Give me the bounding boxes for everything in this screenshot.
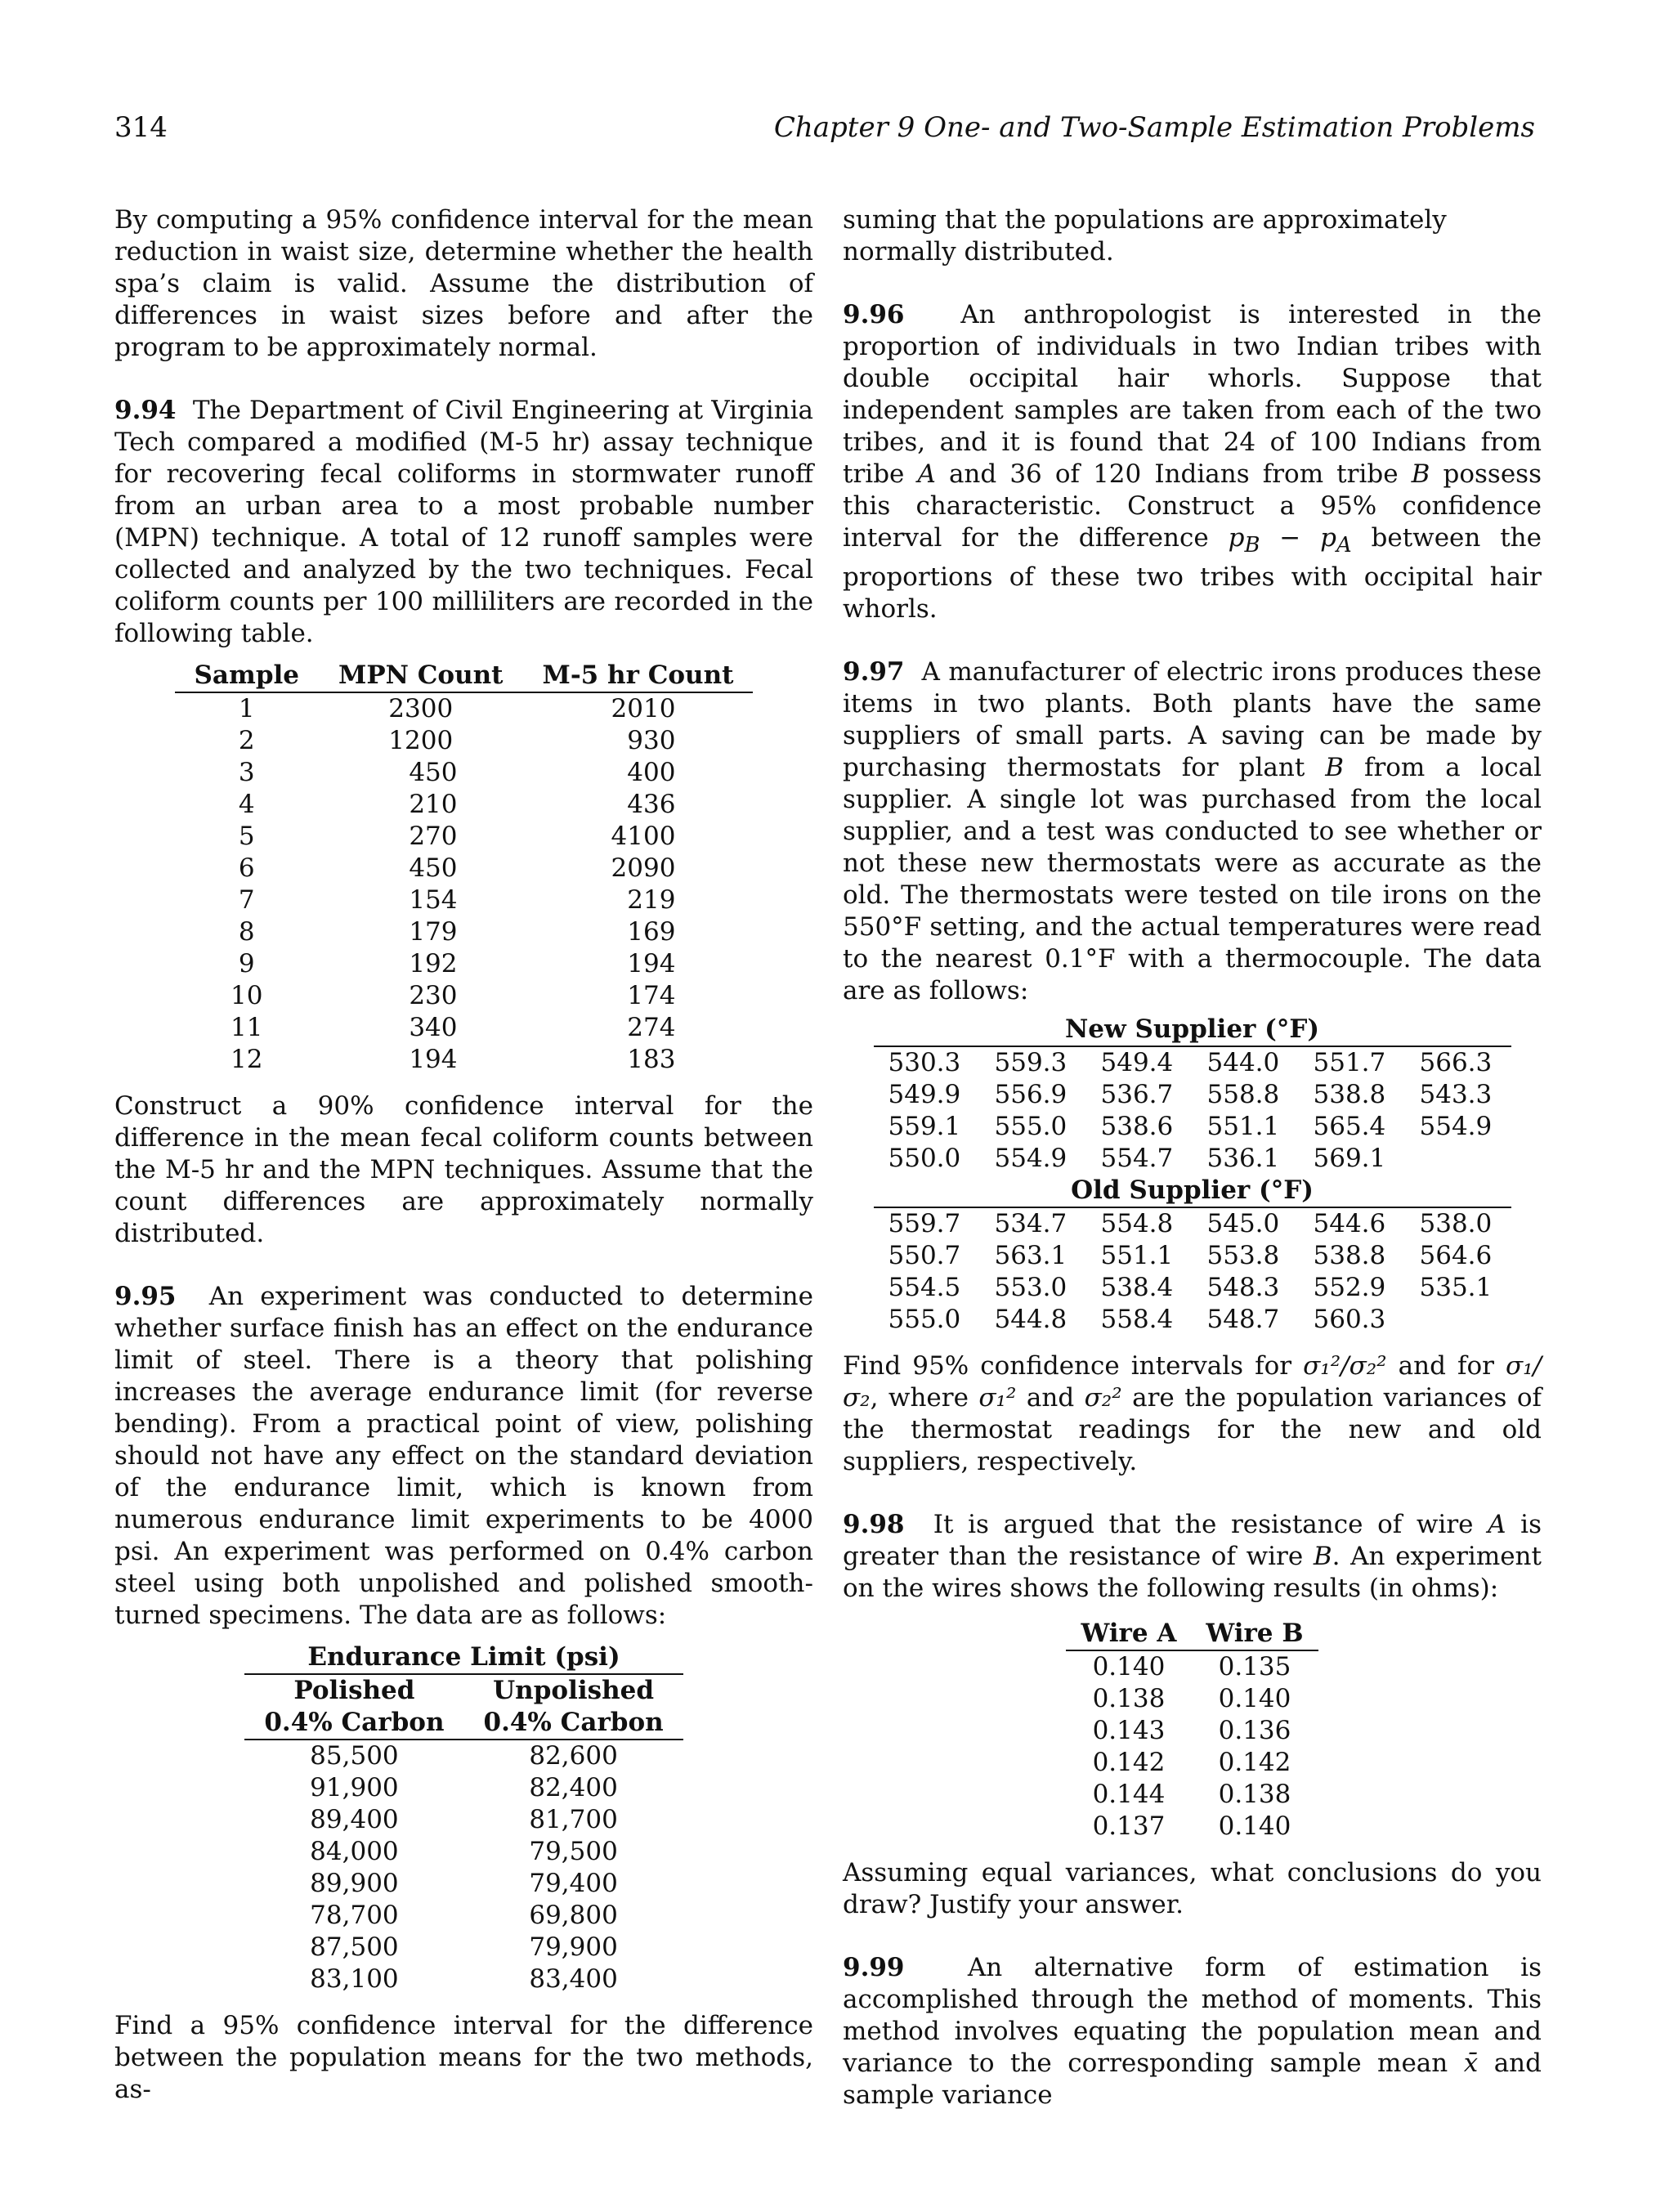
endurance-table [244, 1641, 683, 1995]
exercise-text: from a local supplier. A single lot was purchased from the local supplier, and a test was conducted to see whether or not these new thermostats were as accurate as the old. The thermostats were tested on tile irons on the 550°F setting, and the actual temperatures were read to the nearest 0.1°F with a thermocouple. The data are as follows: [843, 753, 1542, 1006]
table-cell: 6 [238, 853, 255, 883]
table-cell: 530.3 [888, 1048, 961, 1078]
exercise-text: It is argued that the resistance of wire [933, 1510, 1488, 1540]
math-symbol: p [1228, 523, 1245, 553]
table-cell: 554.8 [1100, 1209, 1174, 1239]
table-title: Old Supplier (°F) [1071, 1175, 1314, 1206]
exercise-text: and 36 of 120 Indians from tribe [935, 459, 1412, 489]
table-cell: 230 [409, 981, 458, 1010]
table-row [244, 1772, 683, 1804]
table-cell: 81,700 [529, 1805, 618, 1834]
running-head: Chapter 9 One- and Two-Sample Estimation Problems [773, 111, 1535, 144]
exercise-text: possess this characteristic. Construct a 95% confidence interval for the difference [843, 459, 1542, 553]
table-cell: 8 [238, 917, 255, 947]
table-cell: 194 [409, 1045, 458, 1074]
table-cell: 569.1 [1313, 1144, 1386, 1174]
exercise-9-94-question: Construct a 90% confidence interval for the difference in the mean fecal coliform counts between the M-5 hr and the MPN techniques. Assume that the count differences are approximately normally distributed. [114, 1091, 813, 1248]
exercise-text: and sample variance [843, 2049, 1542, 2111]
table-cell: 549.9 [888, 1080, 961, 1110]
math-symbol: x̄ [1463, 2049, 1479, 2079]
table-cell: 559.3 [994, 1048, 1068, 1078]
table-cell: 0.137 [1092, 1811, 1166, 1842]
table-cell: 536.1 [1206, 1144, 1280, 1174]
table-row [874, 1304, 1511, 1336]
table-row [874, 1046, 1511, 1079]
table-cell: 83,400 [529, 1964, 618, 1994]
table-row [175, 692, 754, 725]
table-header: 0.4% Carbon [483, 1708, 664, 1737]
wire-resistance-table [1066, 1618, 1318, 1843]
table-row [1066, 1779, 1318, 1811]
table-cell: 538.6 [1100, 1112, 1174, 1142]
math-symbol: A [1488, 1510, 1506, 1540]
table-cell: 11 [231, 1013, 263, 1042]
math-operator: − [1260, 523, 1321, 553]
table-row [244, 1900, 683, 1932]
math-symbol: A [917, 459, 936, 489]
table-row [244, 1868, 683, 1900]
table-row [175, 916, 754, 948]
table-cell: 544.0 [1206, 1048, 1280, 1078]
table-cell: 79,400 [529, 1869, 618, 1898]
table-cell: 154 [409, 885, 458, 915]
exercise-text: , where [870, 1383, 979, 1413]
table-cell: 183 [627, 1045, 676, 1074]
table-cell: 559.7 [888, 1209, 961, 1239]
table-cell: 0.142 [1218, 1748, 1291, 1778]
table-cell: 0.144 [1092, 1780, 1166, 1810]
exercise-number: 9.97 [843, 657, 905, 687]
table-row [175, 1012, 754, 1044]
table-cell: 538.0 [1419, 1209, 1493, 1239]
table-cell: 930 [627, 726, 676, 755]
table-cell: 340 [409, 1013, 458, 1042]
table-row [175, 948, 754, 980]
table-cell: 89,900 [310, 1869, 399, 1898]
math-subscript: B [1244, 533, 1260, 558]
table-cell [1405, 1143, 1511, 1175]
coliform-table [175, 660, 754, 1076]
table-cell: 82,600 [529, 1741, 618, 1771]
table-cell: 534.7 [994, 1209, 1068, 1239]
table-cell: 0.136 [1218, 1716, 1291, 1746]
exercise-9-95 [114, 1281, 813, 1632]
table-cell: 556.9 [994, 1080, 1068, 1110]
exercise-9-98-question: Assuming equal variances, what conclusions do you draw? Justify your answer. [843, 1858, 1542, 1920]
table-cell: 2090 [611, 853, 676, 883]
table-cell: 538.8 [1313, 1080, 1386, 1110]
math-expression: σ₁/σ₂ [843, 1351, 1542, 1413]
table-cell: 82,400 [529, 1773, 618, 1802]
table-cell: 12 [231, 1045, 263, 1074]
table-cell: 194 [627, 949, 676, 978]
table-cell: 566.3 [1419, 1048, 1493, 1078]
table-cell: 555.0 [994, 1112, 1068, 1142]
table-cell: 270 [409, 822, 458, 851]
table-cell: 2010 [611, 694, 676, 723]
table-cell: 558.4 [1100, 1305, 1174, 1335]
table-cell: 89,400 [310, 1805, 399, 1834]
table-row [1066, 1650, 1318, 1683]
table-cell: 7 [238, 885, 255, 915]
table-cell: 554.7 [1100, 1144, 1174, 1174]
math-symbol: B [1313, 1542, 1332, 1572]
table-header: Unpolished [493, 1676, 655, 1705]
exercise-9-97-question [843, 1350, 1542, 1478]
table-row [244, 1740, 683, 1772]
table-cell: 79,500 [529, 1837, 618, 1866]
table-cell: 9 [238, 949, 255, 978]
table-cell: 84,000 [310, 1837, 399, 1866]
exercise-text: An experiment was conducted to determine whether surface finish has an effect on the endurance limit of steel. There is a theory that polishing increases the average endurance limit (for reverse bending). From a practical point of view, polishing should not have any effect on the standard deviation of the endurance limit, which is known from numerous endurance limit experiments to be 4000 psi. An experiment was performed on 0.4% carbon steel using both unpolished and polished smooth-turned specimens. The data are as follows: [114, 1282, 813, 1630]
table-cell: 2300 [388, 694, 454, 723]
table-row [874, 1207, 1511, 1240]
table-row [175, 853, 754, 884]
table-row [244, 1932, 683, 1963]
intro-paragraph: By computing a 95% confidence interval for the mean reduction in waist size, determine whether the health spa’s claim is valid. Assume the distribution of differences in waist sizes before and after the program to be approximately normal. [114, 205, 813, 362]
table-header: MPN Count [338, 660, 504, 690]
exercise-9-98 [843, 1509, 1542, 1605]
table-header: 0.4% Carbon [264, 1708, 445, 1737]
table-cell: 536.7 [1100, 1080, 1174, 1110]
table-cell: 91,900 [310, 1773, 399, 1802]
table-cell: 565.4 [1313, 1112, 1386, 1142]
table-header: Wire B [1206, 1619, 1304, 1649]
table-cell: 544.8 [994, 1305, 1068, 1335]
table-cell: 564.6 [1419, 1241, 1493, 1271]
table-row [1066, 1811, 1318, 1843]
table-cell: 553.8 [1206, 1241, 1280, 1271]
table-cell: 550.0 [888, 1144, 961, 1174]
table-header: Wire A [1081, 1619, 1177, 1649]
table-cell: 4100 [611, 822, 676, 851]
table-cell: 549.4 [1100, 1048, 1174, 1078]
table-title: Endurance Limit (psi) [244, 1641, 683, 1674]
table-cell: 69,800 [529, 1901, 618, 1930]
left-column [114, 204, 813, 2106]
table-cell: 551.7 [1313, 1048, 1386, 1078]
exercise-number: 9.96 [843, 300, 905, 329]
table-header: Polished [293, 1676, 415, 1705]
table-cell: 4 [238, 790, 255, 819]
table-cell: 10 [231, 981, 263, 1010]
table-cell: 0.138 [1092, 1684, 1166, 1714]
table-cell: 87,500 [310, 1932, 399, 1962]
table-cell: 79,900 [529, 1932, 618, 1962]
table-cell: 169 [627, 917, 676, 947]
table-cell: 1 [238, 694, 255, 723]
table-cell: 555.0 [888, 1305, 961, 1335]
table-cell: 78,700 [310, 1901, 399, 1930]
table-cell: 450 [409, 853, 458, 883]
table-row [175, 725, 754, 757]
table-row [175, 884, 754, 916]
exercise-9-97 [843, 656, 1542, 1007]
exercise-text: An alternative form of estimation is accomplished through the method of moments. This method involves equating the population mean and variance to the corresponding sample mean [843, 1953, 1542, 2079]
exercise-text: is greater than the resistance of wire [843, 1510, 1542, 1572]
table-cell: 0.142 [1092, 1748, 1166, 1778]
page-number: 314 [114, 111, 168, 144]
table-title: New Supplier (°F) [1064, 1014, 1320, 1045]
table-cell: 552.9 [1313, 1273, 1386, 1303]
math-symbol: B [1411, 459, 1430, 489]
table-header: Sample [194, 660, 299, 690]
table-cell: 538.4 [1100, 1273, 1174, 1303]
math-symbol: p [1320, 523, 1336, 553]
table-row [1066, 1747, 1318, 1779]
math-expression: σ₁² [978, 1383, 1017, 1413]
exercise-number: 9.99 [843, 1953, 905, 1983]
table-cell: 543.3 [1419, 1080, 1493, 1110]
table-cell: 436 [627, 790, 676, 819]
table-cell: 548.7 [1206, 1305, 1280, 1335]
table-row [874, 1111, 1511, 1143]
table-cell: 545.0 [1206, 1209, 1280, 1239]
table-cell: 560.3 [1313, 1305, 1386, 1335]
math-expression: σ₁²/σ₂² [1303, 1351, 1387, 1381]
table-cell: 3 [238, 758, 255, 787]
exercise-text: A manufacturer of electric irons produces these items in two plants. Both plants have the same suppliers of small parts. A saving can be made by purchasing thermostats for plant [843, 657, 1542, 783]
math-symbol: B [1325, 753, 1345, 783]
table-row [874, 1143, 1511, 1175]
table-row [1066, 1715, 1318, 1747]
thermostat-table [874, 1014, 1511, 1336]
math-subscript: A [1336, 533, 1352, 558]
table-cell: 550.7 [888, 1241, 961, 1271]
table-row [175, 1044, 754, 1076]
table-row [244, 1963, 683, 1995]
table-row [1066, 1683, 1318, 1715]
table-row [244, 1836, 683, 1868]
exercise-text: between the proportions of these two tribes with occipital hair whorls. [843, 523, 1542, 625]
table-cell: 544.6 [1313, 1209, 1386, 1239]
table-cell: 551.1 [1206, 1112, 1280, 1142]
table-cell: 219 [627, 885, 676, 915]
table-cell: 538.8 [1313, 1241, 1386, 1271]
exercise-number: 9.95 [114, 1282, 177, 1311]
table-cell: 0.140 [1218, 1684, 1291, 1714]
exercise-9-95-question: Find a 95% confidence interval for the difference between the population means for the two methods, as- [114, 2011, 813, 2104]
table-cell: 0.143 [1092, 1716, 1166, 1746]
table-cell: 83,100 [310, 1964, 399, 1994]
exercise-text: and for [1386, 1351, 1506, 1381]
table-cell: 210 [409, 790, 458, 819]
table-cell: 553.0 [994, 1273, 1068, 1303]
table-cell: 558.8 [1206, 1080, 1280, 1110]
exercise-9-94 [114, 395, 813, 650]
table-cell: 5 [238, 822, 255, 851]
exercise-text: and [1016, 1383, 1085, 1413]
exercise-text: Find 95% confidence intervals for [843, 1351, 1304, 1381]
exercise-text: An anthropologist is interested in the proportion of individuals in two Indian tribes with double occipital hair whorls. Suppose that independent samples are taken from each of the two tribes, and it is found that 24 of 100 Indians from tribe [843, 300, 1542, 489]
table-cell: 400 [627, 758, 676, 787]
table-cell: 179 [409, 917, 458, 947]
table-cell: 85,500 [310, 1741, 399, 1771]
exercise-text: . An experiment on the wires shows the following results (in ohms): [843, 1542, 1542, 1604]
table-row [874, 1240, 1511, 1272]
table-cell: 0.138 [1218, 1780, 1291, 1810]
table-row [175, 980, 754, 1012]
exercise-text: are the population variances of the thermostat readings for the new and old suppliers, respectively. [843, 1383, 1542, 1477]
table-row [175, 821, 754, 853]
exercise-number: 9.94 [114, 396, 177, 425]
table-cell: 274 [627, 1013, 676, 1042]
table-cell: 548.3 [1206, 1273, 1280, 1303]
table-cell: 174 [627, 981, 676, 1010]
table-cell: 0.140 [1092, 1652, 1166, 1682]
table-cell: 554.5 [888, 1273, 961, 1303]
exercise-text: The Department of Civil Engineering at Virginia Tech compared a modified (M-5 hr) assay technique for recovering fecal coliforms in stormwater runoff from an urban area to a most probable number (MPN) technique. A total of 12 runoff samples were collected and analyzed by the two techniques. Fecal coliform counts per 100 milliliters are recorded in the following table. [114, 396, 813, 648]
table-row [874, 1272, 1511, 1304]
table-cell: 0.135 [1218, 1652, 1291, 1682]
table-cell: 450 [409, 758, 458, 787]
table-row [244, 1804, 683, 1836]
table-cell: 559.1 [888, 1112, 961, 1142]
table-cell: 0.140 [1218, 1811, 1291, 1842]
exercise-9-96 [843, 299, 1542, 625]
table-row [874, 1079, 1511, 1111]
exercise-9-99 [843, 1952, 1542, 2111]
math-expression: σ₂² [1084, 1383, 1122, 1413]
table-row [175, 789, 754, 821]
table-cell: 551.1 [1100, 1241, 1174, 1271]
table-row [175, 757, 754, 789]
table-cell [1405, 1304, 1511, 1336]
table-cell: 192 [409, 949, 458, 978]
table-cell: 554.9 [1419, 1112, 1493, 1142]
table-cell: 535.1 [1419, 1273, 1493, 1303]
table-cell: 2 [238, 726, 255, 755]
table-header: M-5 hr Count [542, 660, 734, 690]
continuation-paragraph: suming that the populations are approximately normally distributed. [843, 205, 1447, 266]
table-cell: 1200 [388, 726, 454, 755]
table-cell: 554.9 [994, 1144, 1068, 1174]
table-cell: 563.1 [994, 1241, 1068, 1271]
exercise-number: 9.98 [843, 1510, 905, 1540]
right-column [843, 204, 1542, 2111]
